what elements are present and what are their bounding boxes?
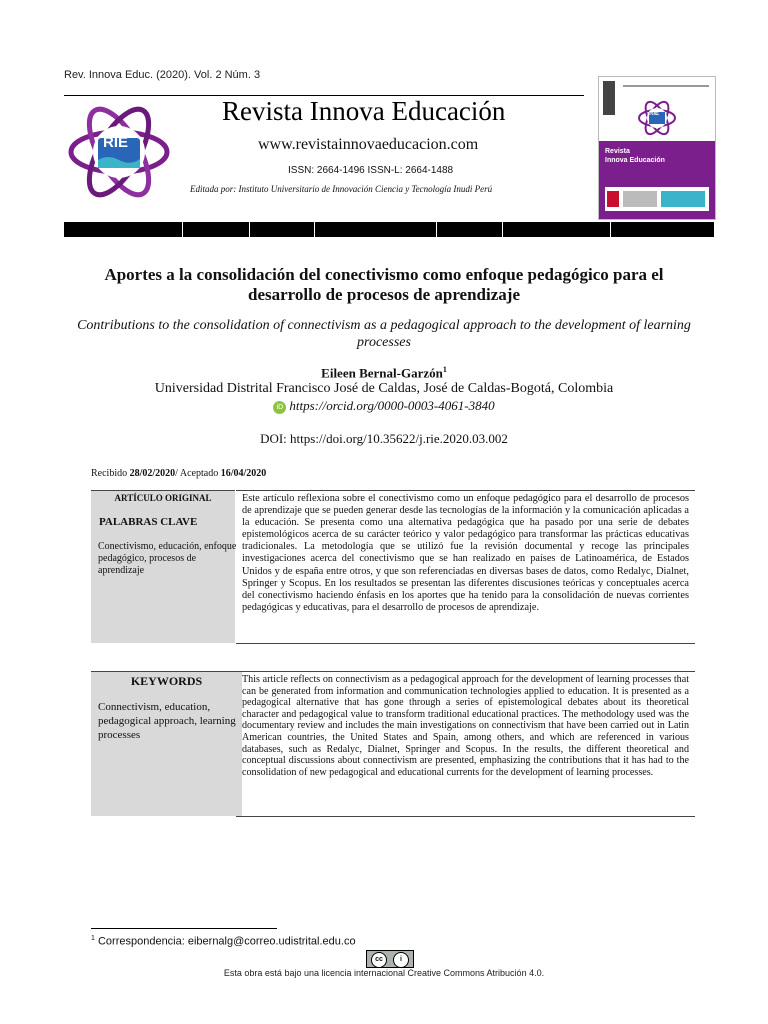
spanish-abstract-rule bbox=[236, 490, 695, 491]
orcid-link[interactable]: https://orcid.org/0000-0003-4061-3840 bbox=[289, 398, 495, 413]
flag-icon bbox=[607, 191, 619, 207]
cover-logo-icon bbox=[637, 99, 677, 137]
partner-logo-icon bbox=[661, 191, 705, 207]
english-abstract-bottom-rule bbox=[236, 816, 695, 817]
logo-text: RIE bbox=[103, 134, 129, 151]
cover-divider bbox=[623, 85, 709, 87]
rie-logo-icon bbox=[68, 104, 170, 200]
keywords-label: KEYWORDS bbox=[130, 674, 203, 688]
journal-title: Revista Innova Educación bbox=[222, 96, 506, 126]
journal-cover-thumbnail bbox=[598, 76, 716, 220]
received-date: 28/02/2020 bbox=[129, 468, 176, 479]
article-type: ARTÍCULO ORIGINAL bbox=[114, 493, 212, 503]
accepted-label: / Aceptado bbox=[175, 468, 219, 479]
keywords-values: Connectivism, education, pedagogical approach, learning processes bbox=[98, 701, 236, 741]
orcid-icon: iD bbox=[273, 401, 286, 414]
author-affiliation: Universidad Distrital Francisco José de Caldas, José de Caldas-Bogotá, Colombia bbox=[154, 381, 614, 396]
journal-issn: ISSN: 2664-1496 ISSN-L: 2664-1488 bbox=[288, 165, 454, 176]
correspondence-text: Correspondencia: eibernalg@correo.udistrital.edu.co bbox=[97, 935, 356, 948]
resumen-text: Este artículo reflexiona sobre el conectivismo como un enfoque pedagógico para el desarrollo de procesos de aprendizaje que se pueden generar desde las tecnologías de la información y la comunicación aplicadas a la educación. Se presenta como una alternativa pedagógica que ha pasado por una serie de debates epistemológicos acerca de su carácter teórico y valor pedagógico para transformar las prácticas educativas tradicionales. La metodología que se utilizó fue la revisión documental y recoge las principales investigaciones acerca del conectivismo que se han realizado en países de Latinoamérica, de Estados Unidos y de españa entre otros, y que son referenciadas en diversas bases de datos, como Redalyc, Dialnet, Springer y Scopus. En los resultados se presentan las diferentes discusiones teóricas y conceptuales acerca del conectivismo haciendo énfasis en los aportes que ha tenido para la consolidación de nuevas corrientes pedagógicas y educativas, para el desarrollo de procesos de aprendizaje. bbox=[242, 493, 689, 613]
english-sidebar bbox=[91, 672, 242, 816]
license-notice: Esta obra está bajo una licencia internacional Creative Commons Atribución 4.0. bbox=[223, 968, 545, 978]
spanish-abstract-bottom-rule bbox=[236, 643, 695, 644]
partner-logo-icon bbox=[623, 191, 657, 207]
article-title: Aportes a la consolidación del conectivismo como enfoque pedagógico para el desarrollo de procesos de aprendizaje bbox=[104, 265, 664, 304]
author-footnote-mark: 1 bbox=[442, 365, 447, 374]
header-black-bar bbox=[64, 222, 714, 237]
attribution-icon: i bbox=[393, 952, 409, 968]
doi-link[interactable]: DOI: https://doi.org/10.35622/j.rie.2020.03.002 bbox=[260, 431, 508, 446]
palabras-clave-label: PALABRAS CLAVE bbox=[99, 516, 198, 528]
author-text: Eileen Bernal-Garzón bbox=[321, 365, 443, 381]
journal-logo bbox=[68, 104, 170, 200]
journal-url[interactable]: www.revistainnovaeducacion.com bbox=[258, 136, 479, 153]
article-subtitle: Contributions to the consolidation of connectivism as a pedagogical approach to the development of learning processes bbox=[77, 318, 691, 350]
footnote bbox=[91, 935, 356, 948]
footnote-rule bbox=[91, 928, 277, 929]
cc-license-badge[interactable] bbox=[366, 950, 414, 968]
journal-editor: Editada por: Instituto Universitario de Innovación Ciencia y Tecnología Inudi Perú bbox=[190, 184, 493, 194]
orcid-line bbox=[70, 398, 698, 414]
english-abstract-rule bbox=[236, 671, 695, 672]
accepted-date: 16/04/2020 bbox=[220, 468, 267, 479]
cover-partner-logos bbox=[605, 187, 709, 211]
palabras-clave-values: Conectivismo, educación, enfoque pedagógico, procesos de aprendizaje bbox=[98, 541, 237, 576]
cover-title: Revista Innova Educación bbox=[605, 148, 665, 164]
cover-spine bbox=[603, 81, 615, 115]
footnote-mark: 1 bbox=[91, 935, 95, 942]
received-label: Recibido bbox=[91, 468, 128, 479]
running-header: Rev. Innova Educ. (2020). Vol. 2 Núm. 3 bbox=[64, 69, 261, 81]
author-name bbox=[70, 365, 698, 381]
abstract-text: This article reflects on connectivism as a pedagogical approach for the development of learning processes that can be generated from information and communication technologies applied to education. It is presented as a pedagogical alternative that has gone through a series of epistemological debates about its theoretical character and pedagogical value to transform traditional educational practices. The methodology used was the documentary review and includes the main investigations on connectivism that have been carried out in Latin American countries, the United States and Spain, among others, and which are referenced in various databases, such as Redalyc, Dialnet, Springer and Scopus. In the results, the different theoretical and conceptual discussions about connectivism are presented, emphasizing the contributions that it has had to the consolidation of new pedagogical and educational currents for the development of learning processes. bbox=[242, 674, 689, 778]
cover-logo-text: RIE bbox=[649, 111, 660, 117]
article-dates bbox=[91, 468, 266, 479]
cc-icon: cc bbox=[371, 952, 387, 968]
